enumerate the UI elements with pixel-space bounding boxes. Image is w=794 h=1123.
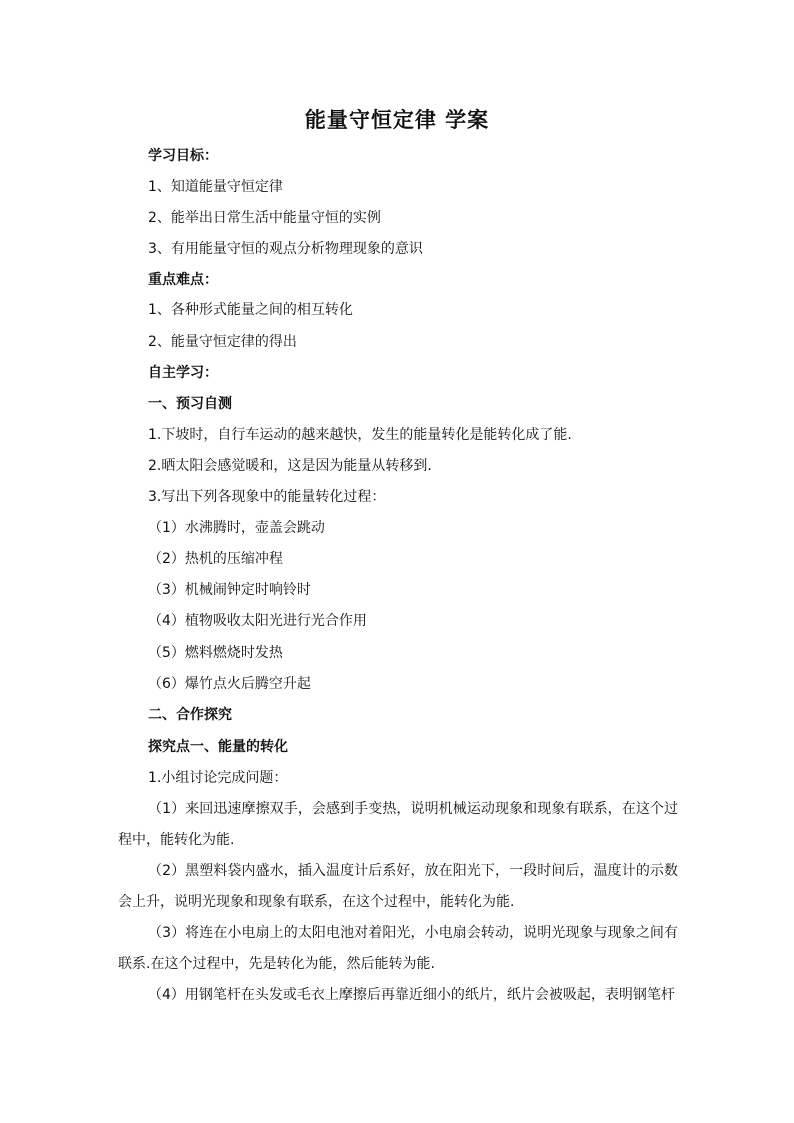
keypoint-item: 2、能量守恒定律的得出 [148, 334, 297, 350]
discussion-paragraph: （1）来回迅速摩擦双手，会感到手变热，说明机械运动现象和现象有联系，在这个过程中，能转化为能. [118, 801, 678, 848]
explore-point-1-heading: 探究点一、能量的转化 [148, 739, 288, 755]
self-study-heading: 自主学习： [148, 365, 218, 381]
keypoint-item: 1、各种形式能量之间的相互转化 [148, 302, 353, 318]
group-discussion-intro: 1.小组讨论完成问题： [148, 770, 288, 786]
section-1-heading: 一、预习自测 [148, 396, 232, 412]
question-3-item: （6）爆竹点火后腾空升起 [148, 676, 311, 692]
question-3-item: （1）水沸腾时，壶盖会跳动 [148, 520, 325, 536]
question-3-item: （5）燃料燃烧时发热 [148, 645, 283, 661]
objective-item: 3、有用能量守恒的观点分析物理现象的意识 [148, 241, 423, 257]
question-3-item: （3）机械闹钟定时响铃时 [148, 582, 311, 598]
question-2: 2.晒太阳会感觉暖和，这是因为能量从转移到. [148, 458, 432, 474]
discussion-paragraph: （4）用钢笔杆在头发或毛衣上摩擦后再靠近细小的纸片，纸片会被吸起，表明钢笔杆 [148, 987, 675, 1003]
question-3-item: （4）植物吸收太阳光进行光合作用 [148, 613, 367, 629]
question-3: 3.写出下列各现象中的能量转化过程： [148, 489, 386, 505]
objectives-heading: 学习目标： [148, 148, 218, 164]
keypoints-heading: 重点难点： [148, 272, 218, 288]
section-2-heading: 二、合作探究 [148, 707, 232, 723]
question-1: 1.下坡时，自行车运动的越来越快，发生的能量转化是能转化成了能. [148, 427, 572, 443]
discussion-paragraph: （3）将连在小电扇上的太阳电池对着阳光，小电扇会转动，说明光现象与现象之间有联系.在这个过程中，先是转化为能，然后能转为能. [118, 925, 678, 972]
page-title: 能量守恒定律 学案 [304, 108, 490, 132]
discussion-paragraph: （2）黑塑料袋内盛水，插入温度计后系好，放在阳光下，一段时间后，温度计的示数会上升，说明光现象和现象有联系，在这个过程中，能转化为能. [118, 863, 678, 910]
objective-item: 2、能举出日常生活中能量守恒的实例 [148, 210, 381, 226]
question-3-item: （2）热机的压缩冲程 [148, 551, 283, 567]
objective-item: 1、知道能量守恒定律 [148, 179, 283, 195]
